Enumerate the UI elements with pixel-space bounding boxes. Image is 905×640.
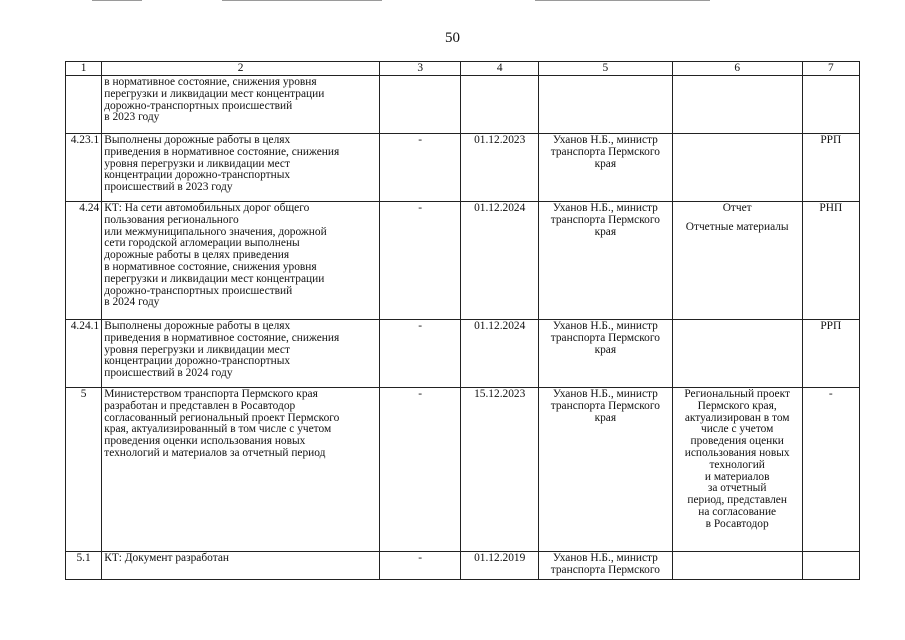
row-result: [672, 202, 802, 320]
row-level: -: [802, 388, 859, 552]
row-description-line: в 2023 году: [104, 111, 160, 124]
row-description-line: края, актуализированный в том числе с учетом: [104, 423, 332, 436]
row-date: 01.12.2019: [461, 552, 538, 580]
row-responsible-line: транспорта Пермского: [550, 213, 660, 226]
row-result-line: Региональный проект: [684, 388, 790, 400]
row-responsible-line: транспорта Пермского: [550, 145, 660, 158]
table-row: [66, 134, 860, 202]
row-result-line: актуализирован в том: [684, 411, 790, 424]
row-description: [102, 320, 380, 388]
row-description-line: согласованный региональный проект Пермского: [104, 411, 340, 424]
row-responsible: [538, 76, 672, 134]
table-row: [66, 202, 860, 320]
header-col-2: 2: [102, 62, 380, 76]
row-description: [102, 552, 380, 580]
table-row: [66, 320, 860, 388]
row-description-line: КТ: Документ разработан: [104, 552, 229, 564]
scan-top-line-center: [222, 0, 382, 1]
row-responsible-line: края: [594, 411, 617, 424]
row-level: [802, 76, 859, 134]
row-number: [66, 76, 102, 134]
row-date: 01.12.2024: [461, 202, 538, 320]
row-description-line: уровня перегрузки и ликвидации мест: [104, 157, 290, 170]
row-col3: -: [379, 202, 461, 320]
row-description-line: происшествий в 2024 году: [104, 367, 233, 380]
row-level: [802, 552, 859, 580]
header-col-7: 7: [802, 62, 859, 76]
row-number: 4.24.1: [66, 320, 102, 388]
row-number: 4.24: [66, 202, 102, 320]
row-responsible-line: края: [594, 157, 617, 170]
row-description-line: концентрации дорожно-транспортных: [104, 169, 291, 182]
row-description: [102, 134, 380, 202]
row-result-line: и материалов: [704, 470, 770, 483]
row-description-line: уровня перегрузки и ликвидации мест: [104, 343, 290, 356]
row-responsible-line: Уханов Н.Б., министр: [552, 202, 658, 214]
row-description-line: Выполнены дорожные работы в целях: [104, 320, 291, 332]
row-description-line: перегрузки и ликвидации мест концентрации: [104, 87, 325, 100]
table-row: [66, 76, 860, 134]
row-result-line: проведения оценки: [690, 435, 784, 448]
row-responsible-line: Уханов Н.Б., министр: [552, 388, 658, 400]
row-result-line: Отчет: [722, 202, 752, 214]
row-description-line: технологий и материалов за отчетный период: [104, 446, 326, 459]
row-responsible: [538, 552, 672, 580]
row-responsible-line: Уханов Н.Б., министр: [552, 134, 658, 146]
row-description-line: пользования регионального: [104, 213, 239, 226]
row-result: [672, 320, 802, 388]
header-col-5: 5: [538, 62, 672, 76]
table-body: [66, 62, 860, 580]
row-responsible: [538, 202, 672, 320]
row-responsible-line: края: [594, 343, 617, 356]
header-col-4: 4: [461, 62, 538, 76]
row-description: [102, 388, 380, 552]
row-responsible-line: Уханов Н.Б., министр: [552, 552, 658, 564]
row-description-line: перегрузки и ликвидации мест концентрации: [104, 272, 325, 285]
row-col3: [379, 76, 461, 134]
row-date: 01.12.2023: [461, 134, 538, 202]
row-result: [672, 76, 802, 134]
row-description-line: происшествий в 2023 году: [104, 181, 233, 194]
row-description-line: концентрации дорожно-транспортных: [104, 355, 291, 368]
row-date: 15.12.2023: [461, 388, 538, 552]
row-description-line: дорожные работы в целях приведения: [104, 249, 290, 262]
row-description: [102, 76, 380, 134]
row-responsible-line: края: [594, 225, 617, 238]
header-col-3: 3: [379, 62, 461, 76]
row-responsible-line: транспорта Пермского: [550, 563, 660, 576]
row-result-line: за отчетный: [707, 482, 767, 495]
row-level: РРП: [802, 134, 859, 202]
row-responsible-line: транспорта Пермского: [550, 331, 660, 344]
scan-top-line-left: [92, 0, 142, 1]
row-description-line: дорожно-транспортных происшествий: [104, 284, 293, 297]
row-col3: -: [379, 134, 461, 202]
row-description-line: разработан и представлен в Росавтодор: [104, 399, 296, 412]
row-description-line: Выполнены дорожные работы в целях: [104, 134, 291, 146]
row-description-line: или межмуниципального значения, дорожной: [104, 225, 327, 238]
row-description-line: приведения в нормативное состояние, снижения: [104, 331, 340, 344]
row-result: [672, 552, 802, 580]
row-result: [672, 134, 802, 202]
row-description-line: КТ: На сети автомобильных дорог общего: [104, 202, 310, 214]
row-responsible: [538, 320, 672, 388]
row-description: [102, 202, 380, 320]
header-col-6: 6: [672, 62, 802, 76]
row-result: [672, 388, 802, 552]
row-description-line: дорожно-транспортных происшествий: [104, 99, 293, 112]
row-number: 5.1: [66, 552, 102, 580]
row-result-line: технологий: [709, 458, 765, 471]
row-col3: -: [379, 320, 461, 388]
row-col3: -: [379, 388, 461, 552]
row-result-line: использования новых: [684, 446, 790, 459]
row-result-line: числе с учетом: [700, 423, 774, 436]
table-row: [66, 388, 860, 552]
scan-top-line-right: [535, 0, 710, 1]
row-responsible-line: транспорта Пермского: [550, 399, 660, 412]
schedule-table: [65, 61, 860, 580]
row-result-line: на согласование: [698, 505, 777, 518]
row-result-line: в Росавтодор: [705, 517, 769, 530]
row-level: РРП: [802, 320, 859, 388]
row-result-line: Пермского края,: [697, 399, 777, 412]
row-description-line: сети городской агломерации выполнены: [104, 237, 300, 250]
row-number: 4.23.1: [66, 134, 102, 202]
row-description-line: в 2024 году: [104, 296, 160, 309]
row-level: РНП: [802, 202, 859, 320]
row-result-line: Отчетные материалы: [685, 220, 789, 233]
header-row: [66, 62, 860, 76]
row-description-line: приведения в нормативное состояние, снижения: [104, 145, 340, 158]
row-date: [461, 76, 538, 134]
table-row: [66, 552, 860, 580]
row-description-line: в нормативное состояние, снижения уровня: [104, 260, 317, 273]
row-description-line: проведения оценки использования новых: [104, 435, 306, 448]
header-col-1: 1: [66, 62, 102, 76]
row-responsible: [538, 134, 672, 202]
row-description-line: Министерством транспорта Пермского края: [104, 388, 318, 400]
row-col3: -: [379, 552, 461, 580]
row-responsible-line: Уханов Н.Б., министр: [552, 320, 658, 332]
row-number: 5: [66, 388, 102, 552]
row-result-line: период, представлен: [687, 494, 787, 507]
row-description-line: в нормативное состояние, снижения уровня: [104, 76, 317, 88]
page-number: 50: [445, 30, 460, 46]
row-responsible: [538, 388, 672, 552]
row-date: 01.12.2024: [461, 320, 538, 388]
